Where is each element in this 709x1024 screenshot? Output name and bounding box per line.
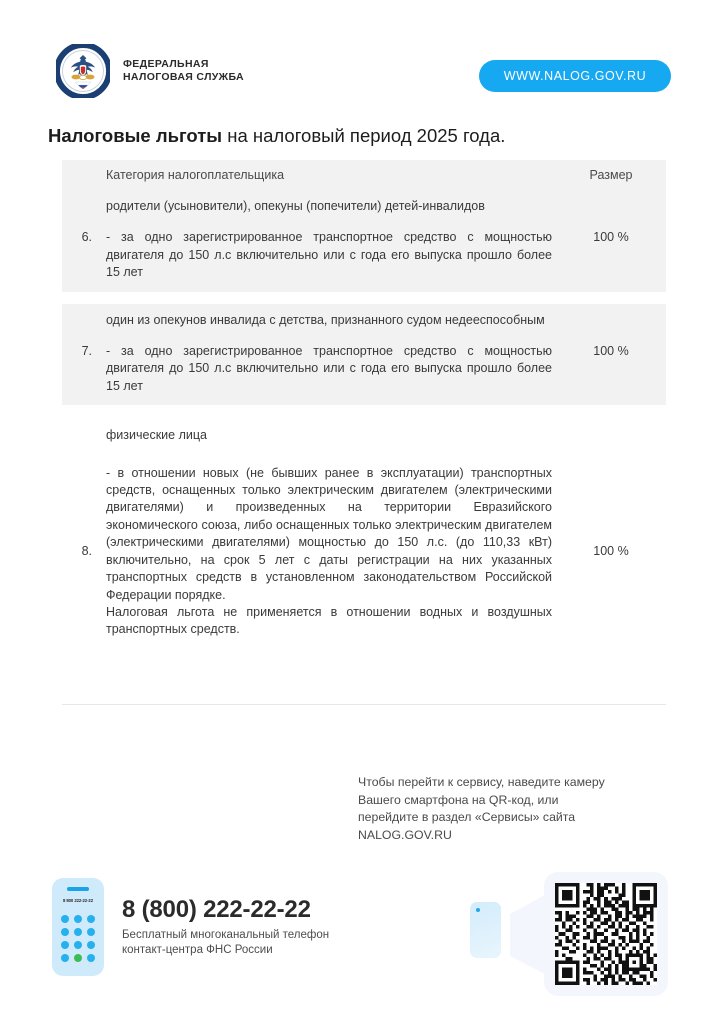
row-number: 8. (81, 543, 92, 558)
keypad-dot (87, 915, 95, 923)
row-size: 100 % (593, 230, 629, 245)
column-header-size: Размер (589, 168, 633, 182)
page-title (48, 124, 505, 148)
svg-text:ФЕДЕРАЛЬНАЯ НАЛОГОВАЯ СЛУЖБА: ФЕДЕРАЛЬНАЯ НАЛОГОВАЯ СЛУЖБА (81, 47, 108, 96)
keypad-dot (61, 954, 69, 962)
page-header (0, 0, 709, 112)
keypad-dot (74, 941, 82, 949)
table-row (62, 215, 666, 291)
qr-instruction-text: Чтобы перейти к сервису, наведите камеру Вашего смартфона на QR-код, или перейдите в раздел «Сервисы» сайта NALOG.GOV.RU (358, 775, 605, 842)
row-size-spacer (556, 312, 666, 329)
row-number: 7. (81, 344, 92, 359)
contact-phone-block (52, 878, 329, 976)
table-row (62, 417, 666, 444)
keypad-dot (87, 941, 95, 949)
phone-camera-icon (476, 908, 480, 912)
keypad-dot (61, 928, 69, 936)
table-header-row (62, 160, 666, 190)
keypad-dot (74, 915, 82, 923)
table-row (62, 304, 666, 329)
smartphone-scan-icon (470, 902, 501, 958)
row-number (62, 312, 106, 329)
table-row (62, 190, 666, 215)
row-size-spacer (556, 427, 666, 444)
benefits-table (62, 160, 666, 655)
keypad-dot (87, 928, 95, 936)
keypad-dot-call (74, 954, 82, 962)
keypad-dot (61, 915, 69, 923)
row-category: один из опекунов инвалида с детства, признанного судом недееспособным (106, 312, 545, 327)
row-size: 100 % (593, 543, 629, 558)
mobile-phone-icon (52, 878, 104, 976)
phone-keypad-icon (61, 915, 95, 962)
phone-speaker-icon (67, 887, 89, 891)
phone-description: Бесплатный многоканальный телефон контакт-центра ФНС России (122, 929, 330, 956)
phone-number: 8 (800) 222-22-22 (122, 896, 311, 923)
row-number: 6. (81, 230, 92, 245)
row-benefit-wrap (106, 465, 556, 639)
keypad-dot (87, 954, 95, 962)
table-row (62, 329, 666, 405)
qr-code-icon[interactable] (555, 883, 657, 985)
row-size-spacer (556, 198, 666, 215)
phone-screen-number: 8 800 222-22-22 (62, 898, 94, 903)
row-spacer (62, 292, 666, 304)
fns-emblem-icon (56, 44, 110, 98)
column-header-category: Категория налогоплательщика (106, 168, 285, 182)
page-title-bold: Налоговые льготы (48, 125, 223, 146)
row-spacer (62, 405, 666, 417)
page-footer (0, 862, 709, 1024)
row-size: 100 % (593, 344, 629, 359)
keypad-dot (61, 941, 69, 949)
row-benefit-extra: Налоговая льгота не применяется в отношении водных и воздушных транспортных средств. (106, 604, 552, 637)
row-number (62, 198, 106, 215)
org-name: ФЕДЕРАЛЬНАЯ НАЛОГОВАЯ СЛУЖБА (123, 57, 244, 83)
row-category: физические лица (106, 428, 207, 443)
row-category: родители (усыновители), опекуны (попечители) детей-инвалидов (106, 199, 485, 213)
row-number (62, 427, 106, 444)
table-bottom-divider (62, 704, 666, 705)
website-url-button[interactable]: WWW.NALOG.GOV.RU (479, 60, 671, 92)
brand-block (56, 44, 244, 98)
page-title-rest: на налоговый период 2025 года. (222, 125, 506, 146)
row-benefit: - в отношении новых (не бывших ранее в эксплуатации) транспортных средств, оснащенных только электрическим двигателем (электрическими двигателями) и произведенных на территории Евразийского экономического союза, либо оснащенных только электрическим двигателем (электрическими двигателями) мощностью до 150 л.с. (до 110,33 кВт) включительно, на срок 5 лет с даты регистрации на них указанных транспортных средств в установленном законодательством Российской Федерации порядке. (106, 465, 552, 602)
row-benefit: - за одно зарегистрированное транспортное средство с мощностью двигателя до 150 л.с включительно или с года его выпуска прошло более 15 лет (106, 344, 552, 393)
qr-code-block (462, 872, 668, 996)
row-benefit: - за одно зарегистрированное транспортное средство с мощностью двигателя до 150 л.с включительно или с года его выпуска прошло более 15 лет (106, 230, 552, 280)
keypad-dot (74, 928, 82, 936)
table-row (62, 445, 666, 655)
phone-text-block (122, 896, 329, 958)
